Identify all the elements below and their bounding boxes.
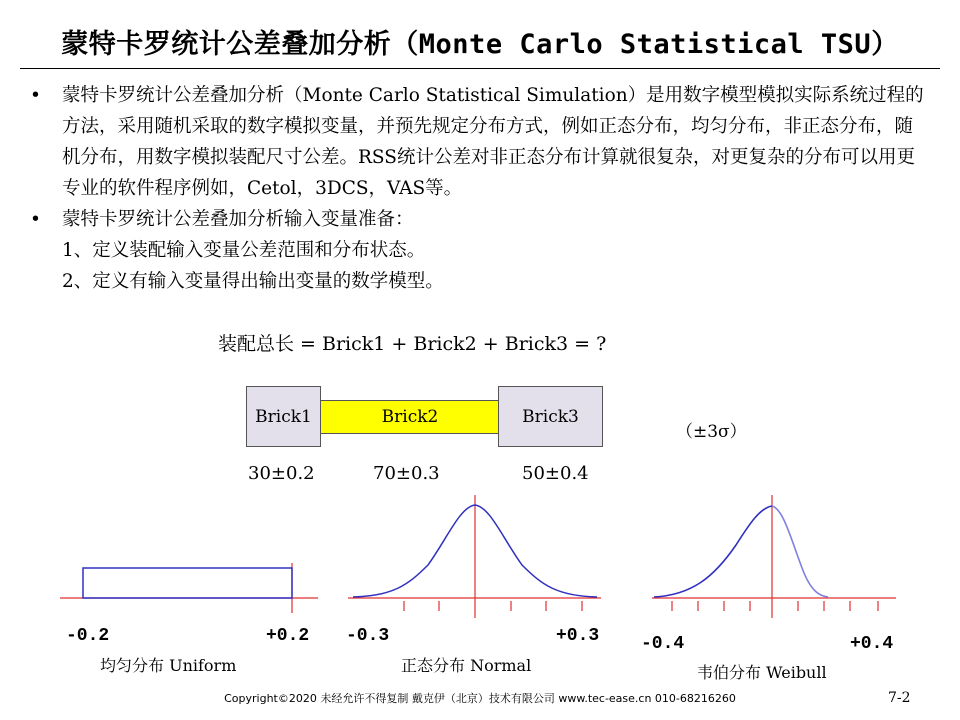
normal-max-label: +0.3 (556, 626, 600, 646)
brick-label: Brick2 (381, 407, 439, 427)
brick-2 (320, 400, 500, 434)
dimension-brick-3: 50±0.4 (522, 463, 589, 484)
tick-marks (672, 601, 878, 611)
uniform-max-label: +0.2 (266, 626, 310, 646)
bullet-marker: • (30, 209, 41, 230)
bullet-text: 蒙特卡罗统计公差叠加分析输入变量准备： (62, 209, 414, 230)
dimension-brick-1: 30±0.2 (248, 463, 315, 484)
weibull-max-label: +0.4 (850, 634, 894, 654)
tick-marks (404, 601, 582, 611)
sigma-note: （±3σ） (676, 422, 747, 442)
bullet-marker: • (30, 85, 41, 106)
bullet-item-definition (30, 80, 930, 204)
bullet-list (30, 80, 930, 297)
dimension-brick-2: 70±0.3 (373, 463, 440, 484)
brick-label: Brick3 (522, 406, 579, 427)
normal-name: 正态分布 Normal (401, 656, 532, 675)
title-divider (20, 68, 940, 69)
normal-min-label: -0.3 (346, 626, 390, 646)
uniform-pdf (83, 568, 292, 598)
bullet-item-inputs (30, 204, 930, 297)
slide-title: 蒙特卡罗统计公差叠加分析（Monte Carlo Statistical TSU） (61, 29, 899, 60)
bullet-text: 蒙特卡罗统计公差叠加分析（Monte Carlo Statistical Simulation）是用数字模型模拟实际系统过程的方法，采用随机采取的数字模拟变量，并预先规定分布方式，例如正态分布，均匀分布，非正态分布，随机分布，用数字模拟装配尺寸公差。RSS统计公差对非正态分布计算就很复杂，对更复杂的分布可以用更专业的软件程序例如，Cetol，3DCS，VAS等。 (62, 85, 924, 199)
uniform-name: 均匀分布 Uniform (100, 656, 237, 675)
footer-copyright: Copyright©2020 未经允许不得复制 戴克伊（北京）技术有限公司 www.tec-ease.cn 010-68216260 (224, 692, 736, 705)
page-number: 7-2 (888, 690, 911, 706)
weibull-min-label: -0.4 (641, 634, 685, 654)
normal-distribution-plot (348, 495, 603, 620)
weibull-name: 韦伯分布 Weibull (697, 663, 827, 682)
brick-1 (246, 386, 321, 447)
step-item: 1、定义装配输入变量公差范围和分布状态。 (62, 240, 426, 261)
step-item: 2、定义有输入变量得出输出变量的数学模型。 (62, 271, 444, 292)
uniform-distribution-plot (60, 555, 320, 615)
brick-3 (498, 386, 603, 447)
brick-label: Brick1 (255, 406, 312, 427)
weibull-curve-left (654, 506, 772, 597)
uniform-min-label: -0.2 (66, 626, 110, 646)
assembly-formula: 装配总长 = Brick1 + Brick2 + Brick3 = ? (218, 333, 607, 355)
weibull-distribution-plot (652, 495, 898, 620)
weibull-curve-right (772, 506, 828, 597)
